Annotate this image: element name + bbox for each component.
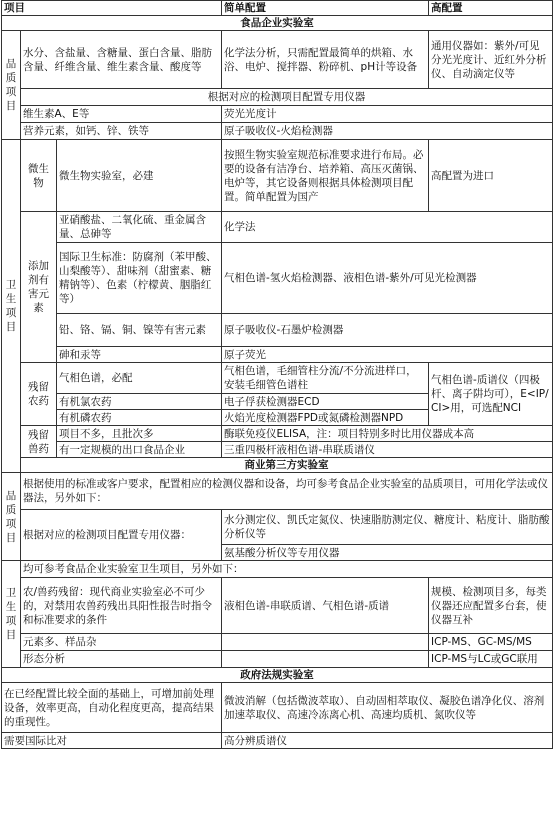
cell: 规模、检测项目多，每类仪器还应配置多台套，使仪器互补 [429, 578, 553, 634]
third-quality-label: 品质项目 [2, 473, 21, 561]
cell: 原子荧光 [222, 347, 553, 363]
cell: 需要国际比对 [2, 733, 222, 749]
cell [222, 634, 429, 651]
cell: 微波消解（包括微波萃取）、自动固相萃取仪、凝胶色谱净化仪、溶剂加速萃取仪、高速冷冻离心机、高速均质机、氮吹仪等 [222, 683, 553, 733]
table-row [2, 473, 553, 510]
table-row [2, 651, 553, 668]
cell: 在已经配置比较全面的基础上，可增加前处理设备，效率更高，自动化程度更高，提高结果的重现性。 [2, 683, 222, 733]
section-row [2, 458, 553, 473]
cell: 高分辨质谱仪 [222, 733, 553, 749]
header-simple: 简单配置 [222, 1, 429, 16]
cell: 国际卫生标准：防腐剂（苯甲酸、山梨酸等）、甜味剂（甜蜜素、糖精钠等）、色素（柠檬黄、胭脂红等） [57, 243, 222, 314]
table-row [2, 314, 553, 347]
table-row [2, 212, 553, 243]
table-row [2, 243, 553, 314]
cell: 均可参考食品企业实验室卫生项目，另外如下： [21, 561, 553, 578]
cell: 根据使用的标准或客户要求，配置相应的检测仪器和设备，均可参考食品企业实验室的品质项目，可用化学法或仪器法，另外如下： [21, 473, 553, 510]
cell: 铅、铬、镉、铜、镍等有害元素 [57, 314, 222, 347]
cell: 有机氯农药 [57, 394, 222, 410]
cell: 化学法 [222, 212, 553, 243]
section-row [2, 668, 553, 683]
cell: 水分测定仪、凯氏定氮仪、快速脂肪测定仪、糖度计、粘度计、脂肪酸分析仪等 [222, 510, 553, 545]
table-row [2, 106, 553, 123]
table-row [2, 634, 553, 651]
section-title-third: 商业第三方实验室 [21, 458, 553, 473]
cell: 三重四极杆液相色谱-串联质谱仪 [222, 442, 553, 458]
section-title-food: 食品企业实验室 [2, 16, 553, 31]
food-quality-label: 品质项目 [2, 31, 21, 140]
table-row [2, 561, 553, 578]
cell: 通用仪器如：紫外/可见分光光度计、近红外分析仪、自动滴定仪等 [429, 31, 553, 89]
cell: 元素多、样品杂 [21, 634, 222, 651]
cell: 气相色谱-质谱仪（四极杆、离子阱均可），E<IP/CI>用，可选配NCI [429, 363, 553, 426]
table-row [2, 426, 553, 442]
cell [222, 651, 429, 668]
cell: 形态分析 [21, 651, 222, 668]
table-row [2, 442, 553, 458]
cell: 有机磷农药 [57, 410, 222, 426]
vet-drug-label: 残留兽药 [21, 426, 57, 458]
table-row [2, 89, 553, 106]
cell: 气相色谱，必配 [57, 363, 222, 394]
header-high: 高配置 [429, 1, 553, 16]
cell: 火焰光度检测器FPD或氮磷检测器NPD [222, 410, 429, 426]
cell: 砷和汞等 [57, 347, 222, 363]
cell: 化学法分析，只需配置最简单的烘箱、水浴、电炉、搅拌器、粉碎机、pH计等设备 [222, 31, 429, 89]
table-row [2, 140, 553, 212]
cell: 酶联免疫仪ELISA，注：项目特别多时比用仪器成本高 [222, 426, 553, 442]
table-row [2, 347, 553, 363]
pesticide-label: 残留农药 [21, 363, 57, 426]
table-row [2, 733, 553, 749]
food-hygiene-label: 卫生项目 [2, 140, 21, 473]
cell: 农/兽药残留：现代商业实验室必不可少的，对禁用农兽药残出具阳性报告时指令和标准要求的条件 [21, 578, 222, 634]
cell: ICP-MS与LC或GC联用 [429, 651, 553, 668]
cell: 气相色谱-氢火焰检测器、液相色谱-紫外/可见光检测器 [222, 243, 553, 314]
table-row [2, 683, 553, 733]
third-hygiene-label: 卫生项目 [2, 561, 21, 668]
table-row [2, 510, 553, 545]
section-row [2, 16, 553, 31]
cell: 原子吸收仪-火焰检测器 [222, 123, 553, 140]
cell: 原子吸收仪-石墨炉检测器 [222, 314, 553, 347]
table-row [2, 578, 553, 634]
section-title-gov: 政府法规实验室 [2, 668, 553, 683]
cell: 电子俘获检测器ECD [222, 394, 429, 410]
lab-config-table [1, 0, 553, 749]
table-header-row [2, 1, 553, 16]
cell: ICP-MS、GC-MS/MS [429, 634, 553, 651]
cell: 有一定规模的出口食品企业 [57, 442, 222, 458]
table-row [2, 363, 553, 394]
cell: 根据对应的检测项目配置专用仪器 [21, 89, 553, 106]
micro-label: 微生物 [21, 140, 57, 212]
cell: 高配置为进口 [429, 140, 553, 212]
cell: 营养元素，如钙、锌、铁等 [21, 123, 222, 140]
cell: 微生物实验室，必建 [57, 140, 222, 212]
table-row [2, 123, 553, 140]
cell: 水分、含盐量、含糖量、蛋白含量、脂肪含量、纤维含量、维生素含量、酸度等 [21, 31, 222, 89]
cell: 液相色谱-串联质谱、气相色谱-质谱 [222, 578, 429, 634]
additive-label: 添加剂有害元素 [21, 212, 57, 363]
cell: 维生素A、E等 [21, 106, 222, 123]
header-item: 项目 [2, 1, 222, 16]
cell: 项目不多，且批次多 [57, 426, 222, 442]
cell: 根据对应的检测项目配置专用仪器： [21, 510, 222, 561]
cell: 气相色谱，毛细管柱分流/不分流进样口，安装毛细管色谱柱 [222, 363, 429, 394]
cell: 氨基酸分析仪等专用仪器 [222, 545, 553, 561]
table-row [2, 31, 553, 89]
cell: 亚硝酸盐、二氧化硫、重金属含量、总砷等 [57, 212, 222, 243]
cell: 按照生物实验室规范标准要求进行布局。必要的设备有洁净台、培养箱、高压灭菌锅、电炉等，其它设备则根据具体检测项目配置。简单配置为国产 [222, 140, 429, 212]
cell: 荧光光度计 [222, 106, 553, 123]
